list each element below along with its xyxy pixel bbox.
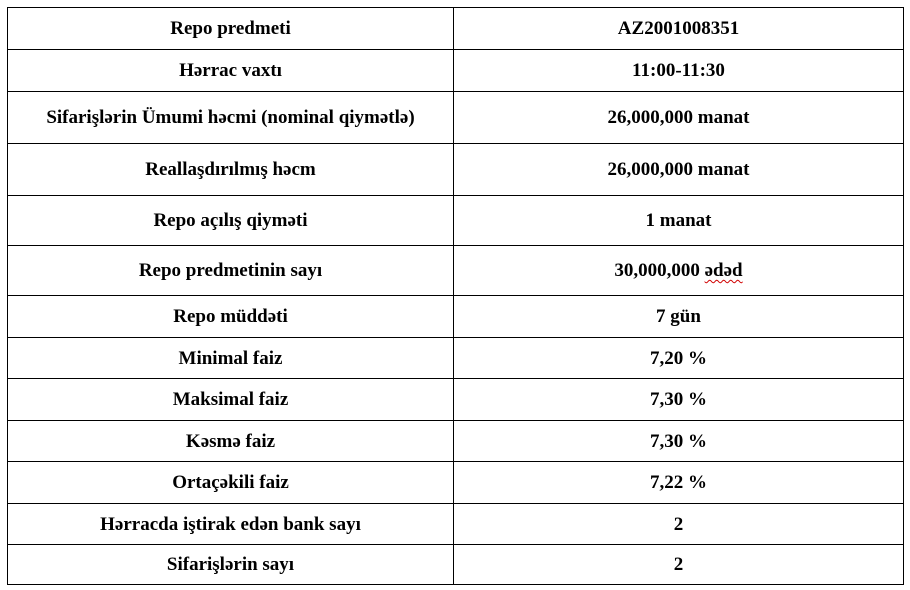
- row-value: 26,000,000 manat: [454, 144, 904, 196]
- row-label: Repo açılış qiyməti: [8, 196, 454, 246]
- table-row: [8, 92, 904, 144]
- table-row: [8, 246, 904, 296]
- row-label: Repo predmeti: [8, 8, 454, 50]
- table-row: [8, 338, 904, 379]
- row-value: AZ2001008351: [454, 8, 904, 50]
- table-row: [8, 421, 904, 462]
- row-value: 26,000,000 manat: [454, 92, 904, 144]
- row-label: Sifarişlərin Ümumi həcmi (nominal qiymətlə): [8, 92, 454, 144]
- row-label: Hərracda iştirak edən bank sayı: [8, 504, 454, 545]
- table-row: [8, 545, 904, 585]
- row-value: 2: [454, 545, 904, 585]
- row-label: Maksimal faiz: [8, 379, 454, 421]
- table-row: [8, 462, 904, 504]
- table-row: [8, 196, 904, 246]
- row-label: Repo müddəti: [8, 296, 454, 338]
- row-value: 2: [454, 504, 904, 545]
- row-value: 7 gün: [454, 296, 904, 338]
- row-label: Sifarişlərin sayı: [8, 545, 454, 585]
- quantity-unit: ədəd: [704, 260, 743, 281]
- table-row: [8, 144, 904, 196]
- table-row: [8, 8, 904, 50]
- row-value: [454, 246, 904, 296]
- row-value: 7,22 %: [454, 462, 904, 504]
- row-label: Repo predmetinin sayı: [8, 246, 454, 296]
- row-label: Ortaçəkili faiz: [8, 462, 454, 504]
- row-label: Kəsmə faiz: [8, 421, 454, 462]
- row-label: Reallaşdırılmış həcm: [8, 144, 454, 196]
- row-label: Minimal faiz: [8, 338, 454, 379]
- row-value: 7,30 %: [454, 421, 904, 462]
- repo-auction-results-table: [7, 7, 904, 585]
- table-row: [8, 296, 904, 338]
- table-row: [8, 379, 904, 421]
- row-value: 7,20 %: [454, 338, 904, 379]
- table-row: [8, 50, 904, 92]
- row-label: Hərrac vaxtı: [8, 50, 454, 92]
- row-value: 11:00-11:30: [454, 50, 904, 92]
- quantity-number: 30,000,000: [614, 260, 700, 281]
- row-value: 7,30 %: [454, 379, 904, 421]
- row-value: 1 manat: [454, 196, 904, 246]
- table-row: [8, 504, 904, 545]
